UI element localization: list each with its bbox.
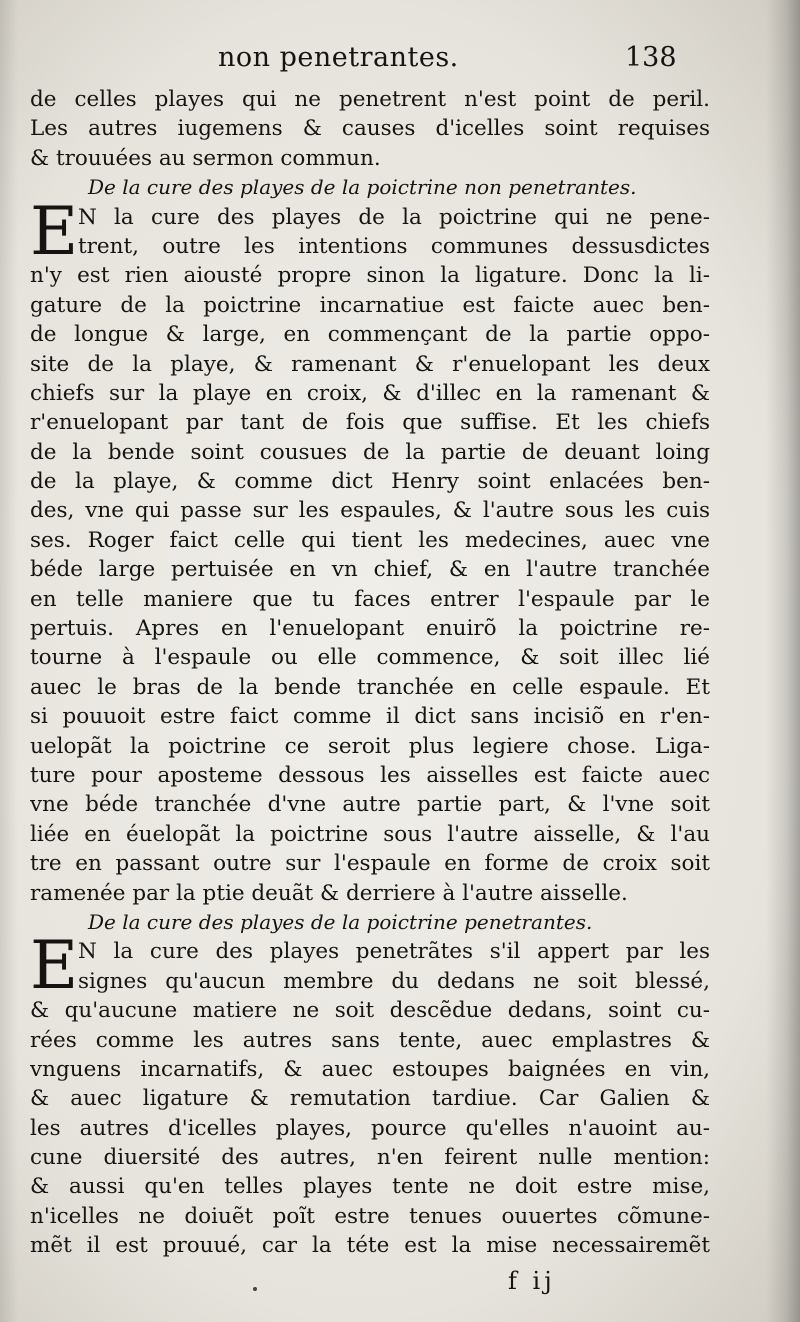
- ink-speck: [253, 1287, 257, 1291]
- text-line: n'icelles ne doiuẽt poĩt estre tenues ouuertes cõmune-: [30, 1203, 710, 1229]
- text-line: des, vne qui passe sur les espaules, & l'autre sous les cuis: [30, 498, 710, 524]
- text-line: ramenée par la ptie deuãt & derriere à l'autre aisselle.: [30, 880, 628, 906]
- text-line: & auec ligature & remutation tardiue. Car Galien &: [30, 1086, 710, 1112]
- text-line: & trouuées au sermon commun.: [30, 145, 381, 171]
- paragraph: [30, 192, 710, 908]
- text-line: mẽt il est prouué, car la téte est la mise necessairemẽt: [30, 1233, 710, 1259]
- section-heading: De la cure des playes de la poictrine penetrantes.: [88, 909, 593, 934]
- text-line: trent, outre les intentions communes dessusdictes: [78, 233, 710, 259]
- text-line: N la cure des playes de la poictrine qui ne pene-: [78, 204, 710, 230]
- page-edge-shadow: [0, 0, 18, 1322]
- text-line: pertuis. Apres en l'enuelopant enuirõ la poictrine re-: [30, 616, 710, 642]
- text-line: en telle maniere que tu faces entrer l'espaule par le: [30, 586, 710, 612]
- text-line: si pouuoit estre faict comme il dict sans incisiõ en r'en-: [30, 704, 710, 730]
- text-line: cune diuersité des autres, n'en feirent nulle mention:: [30, 1145, 710, 1171]
- text-line: gature de la poictrine incarnatiue est faicte auec ben-: [30, 292, 710, 318]
- text-line: de la bende soint cousues de la partie de deuant loing: [30, 439, 710, 465]
- text-line: de la playe, & comme dict Henry soint enlacées ben-: [30, 469, 710, 495]
- text-line: n'y est rien aiousté propre sinon la ligature. Donc la li-: [30, 263, 710, 289]
- gutter-shadow: [766, 0, 800, 1322]
- page-number: 138: [625, 42, 677, 73]
- paragraph: [30, 927, 710, 1260]
- section-heading: De la cure des playes de la poictrine non penetrantes.: [88, 175, 637, 200]
- drop-cap: E: [30, 192, 79, 270]
- text-line: uelopãt la poictrine ce seroit plus legiere chose. Liga-: [30, 733, 710, 759]
- text-line: signes qu'aucun membre du dedans ne soit blessé,: [78, 968, 710, 994]
- text-line: N la cure des playes penetrãtes s'il appert par les: [78, 939, 710, 965]
- text-line: ture pour aposteme dessous les aisselles est faicte auec: [30, 762, 710, 788]
- text-line: les autres d'icelles playes, pource qu'elles n'auoint au-: [30, 1115, 710, 1141]
- text-line: auec le bras de la bende tranchée en celle espaule. Et: [30, 674, 710, 700]
- text-line: rées comme les autres sans tente, auec emplastres &: [30, 1027, 710, 1053]
- text-line: liée en éuelopãt la poictrine sous l'autre aisselle, & l'au: [30, 821, 710, 847]
- text-line: & qu'aucune matiere ne soit descẽdue dedans, soint cu-: [30, 998, 710, 1024]
- signature-mark: f ij: [508, 1267, 556, 1295]
- text-line: vnguens incarnatifs, & auec estoupes baignées en vin,: [30, 1056, 710, 1082]
- text-line: tre en passant outre sur l'espaule en forme de croix soit: [30, 851, 710, 877]
- running-head: non penetrantes.: [218, 42, 459, 73]
- text-line: r'enuelopant par tant de fois que suffise. Et les chiefs: [30, 410, 710, 436]
- text-line: de celles playes qui ne penetrent n'est point de peril.: [30, 87, 710, 112]
- text-line: ses. Roger faict celle qui tient les medecines, auec vne: [30, 527, 710, 553]
- text-block: [30, 85, 710, 1261]
- text-line: Les autres iugemens & causes d'icelles soint requises: [30, 116, 710, 142]
- page-header: [0, 42, 800, 82]
- text-line: vne béde tranchée d'vne autre partie part, & l'vne soit: [30, 792, 710, 818]
- text-line: & aussi qu'en telles playes tente ne doit estre mise,: [30, 1174, 710, 1200]
- text-line: site de la playe, & ramenant & r'enuelopant les deux: [30, 351, 710, 377]
- drop-cap: E: [30, 927, 79, 1005]
- text-line: tourne à l'espaule ou elle commence, & soit illec lié: [30, 645, 710, 671]
- text-line: béde large pertuisée en vn chief, & en l'autre tranchée: [30, 557, 710, 583]
- text-line: de longue & large, en commençant de la partie oppo-: [30, 322, 710, 348]
- page-footer: [0, 1267, 800, 1307]
- text-line: chiefs sur la playe en croix, & d'illec en la ramenant &: [30, 380, 710, 406]
